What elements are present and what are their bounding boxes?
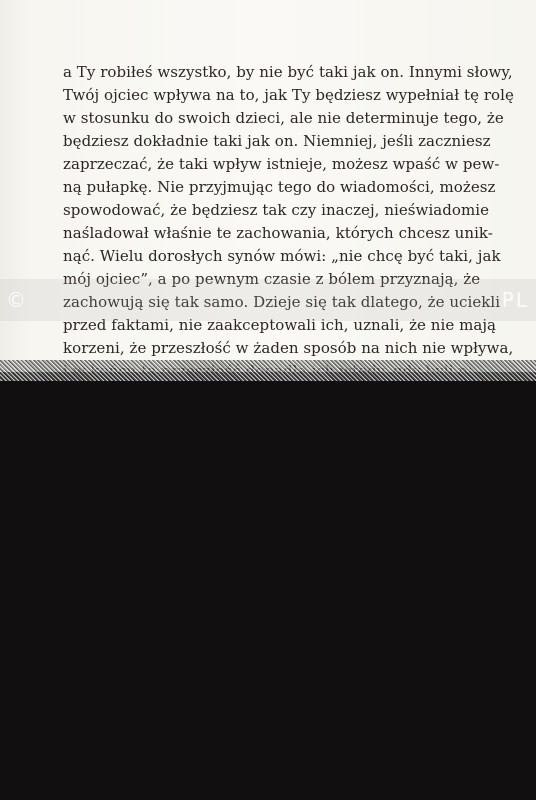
black-background-area xyxy=(0,381,536,800)
copyright-mark: © xyxy=(6,288,28,312)
text-line: przed faktami, nie zaakceptowali ich, uznali, że nie mają xyxy=(63,316,497,334)
text-line: a Ty robiłeś wszystko, by nie być taki jak on. Innymi słowy, xyxy=(63,63,513,81)
text-line: zaprzeczać, że taki wpływ istnieje, możesz wpaść w pew- xyxy=(63,155,500,173)
paper-page xyxy=(0,0,536,372)
torn-scan-edge xyxy=(0,360,536,381)
text-line: korzeni, że przeszłość w żaden sposób na nich nie wpływa, xyxy=(63,339,514,357)
text-line: ną pułapkę. Nie przyjmując tego do wiadomości, możesz xyxy=(63,178,496,196)
text-line: naśladował właśnie te zachowania, których chcesz unik- xyxy=(63,224,493,242)
text-line: w stosunku do swoich dzieci, ale nie determinuje tego, że xyxy=(63,109,504,127)
text-line: nąć. Wielu dorosłych synów mówi: „nie chcę być taki, jak xyxy=(63,247,501,265)
text-line: mój ojciec”, a po pewnym czasie z bólem przyznają, że xyxy=(63,270,481,288)
text-line: zachowują się tak samo. Dzieje się tak dlatego, że uciekli xyxy=(63,293,501,311)
watermark-suffix: PL xyxy=(501,288,529,312)
text-line: będziesz dokładnie taki jak on. Niemniej, jeśli zaczniesz xyxy=(63,132,491,150)
text-line: spowodować, że będziesz tak czy inaczej, nieświadomie xyxy=(63,201,490,219)
watermark xyxy=(0,288,536,312)
book-text-block xyxy=(63,61,514,372)
text-line: Twój ojciec wpływa na to, jak Ty będziesz wypełniał tę rolę xyxy=(63,86,514,104)
